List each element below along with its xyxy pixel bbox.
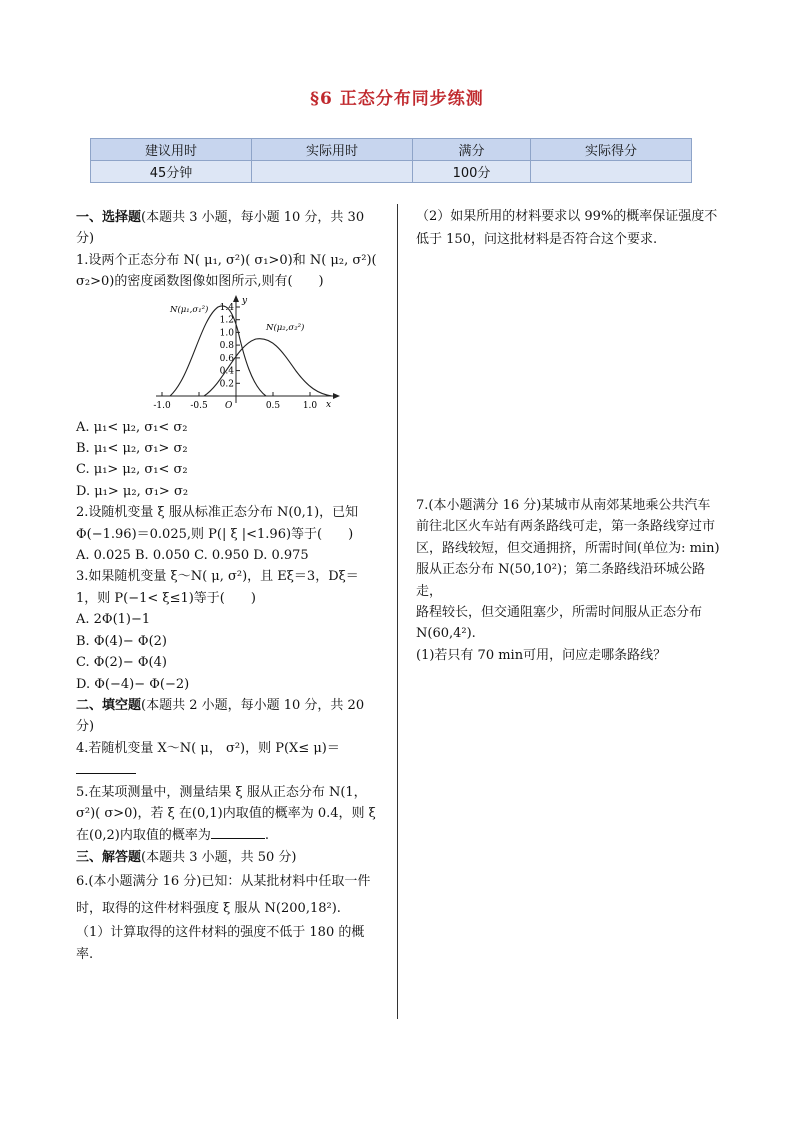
density-graph bbox=[153, 295, 416, 413]
question-7-line-3: 区，路线较短，但交通拥挤，所需时间(单位为: min)服从正态分布 N(50,10²)；第二条路线沿环城公路走， bbox=[416, 540, 720, 599]
q3-option-b: B. Φ(4)− Φ(2) bbox=[76, 633, 167, 649]
value-full-score: 100分 bbox=[413, 161, 531, 183]
question-1: 1.设两个正态分布 N( μ₁, σ²)( σ₁>0)和 N( μ₂, σ²)( σ₂>0)的密度函数图像如图所示,则有( ) bbox=[76, 252, 377, 290]
header-actual-score: 实际得分 bbox=[530, 139, 691, 161]
y-ticks bbox=[236, 307, 240, 383]
q1-option-d: D. μ₁> μ₂, σ₁> σ₂ bbox=[76, 483, 189, 499]
header-full-score: 满分 bbox=[413, 139, 531, 161]
value-suggested-time: 45分钟 bbox=[91, 161, 252, 183]
section-2-heading bbox=[76, 695, 380, 738]
curve-1-label: N(μ₁,σ₁²) bbox=[170, 304, 209, 315]
q2-options: A. 0.025 B. 0.050 C. 0.950 D. 0.975 bbox=[76, 548, 309, 564]
section-3-desc: (本题共 3 小题，共 50 分) bbox=[141, 849, 297, 865]
question-6-part-1: （1）计算取得的这件材料的强度不低于 180 的概率. bbox=[76, 925, 365, 962]
question-4 bbox=[76, 738, 380, 782]
q3-option-a: A. 2Φ(1)−1 bbox=[76, 612, 151, 628]
question-5 bbox=[76, 782, 380, 847]
q1-option-c: C. μ₁> μ₂, σ₁< σ₂ bbox=[76, 462, 188, 478]
y-axis-arrow bbox=[233, 295, 239, 302]
q1-option-a: A. μ₁< μ₂, σ₁< σ₂ bbox=[76, 419, 188, 435]
question-7-line-4: 路程较长，但交通阻塞少，所需时间服从正态分布 N(60,4²). bbox=[416, 605, 703, 642]
curve-2-label: N(μ₂,σ₂²) bbox=[266, 322, 305, 333]
header-suggested-time: 建议用时 bbox=[91, 139, 252, 161]
right-column-top bbox=[416, 205, 722, 251]
q5-answer-blank[interactable] bbox=[211, 824, 265, 839]
question-6-part-2: （2）如果所用的材料要求以 99%的概率保证强度不低于 150，问这批材料是否符合这个要求. bbox=[416, 209, 718, 247]
question-7-line-1: 7.(本小题满分 16 分)某城市从南郊某地乘公共汽车 bbox=[416, 498, 711, 513]
section-1-desc: (本题共 3 小题，每小题 10 分，共 30 分) bbox=[76, 210, 365, 247]
y-tick-1-2: 1.2 bbox=[219, 315, 234, 326]
section-1-heading bbox=[76, 207, 380, 250]
left-column bbox=[76, 207, 380, 965]
question-2-given: Φ(−1.96)＝0.025,则 P(| ξ |<1.96)等于( ) bbox=[76, 526, 354, 542]
question-2: 2.设随机变量 ξ 服从标准正态分布 N(0,1)，已知 bbox=[76, 505, 359, 521]
question-4-text: 4.若随机变量 X～N( μ， σ²)，则 P(X≤ μ)＝ bbox=[76, 740, 340, 756]
origin-label: O bbox=[225, 400, 233, 411]
x-tick-labels bbox=[153, 401, 317, 411]
question-5-text: 5.在某项测量中，测量结果 ξ 服从正态分布 N(1， σ²)( σ>0)，若 ξ 在(0,1)内取值的概率为 0.4，则 ξ 在(0,2)内取值的概率为 bbox=[76, 784, 376, 844]
y-tick-0-8: 0.8 bbox=[219, 340, 234, 351]
right-column-q7 bbox=[416, 495, 722, 666]
q1-option-b: B. μ₁< μ₂, σ₁> σ₂ bbox=[76, 441, 188, 457]
section-2-title: 二、填空题 bbox=[76, 697, 142, 713]
x-tick-0-5: 0.5 bbox=[265, 400, 281, 411]
y-tick-0-4: 0.4 bbox=[219, 366, 234, 377]
y-tick-0-2: 0.2 bbox=[219, 378, 234, 389]
question-7-line-2: 前往北区火车站有两条路线可走，第一条路线穿过市 bbox=[416, 519, 716, 535]
section-1-title: 一、选择题 bbox=[76, 210, 142, 225]
value-actual-score[interactable] bbox=[530, 161, 691, 183]
page-title: §6 正态分布同步练测 bbox=[310, 89, 484, 109]
x-tick-1-0: 1.0 bbox=[302, 400, 318, 411]
x-axis-arrow bbox=[333, 393, 340, 399]
q3-option-d: D. Φ(−4)− Φ(−2) bbox=[76, 676, 190, 692]
y-axis-label: y bbox=[242, 295, 248, 306]
value-actual-time[interactable] bbox=[252, 161, 413, 183]
section-3-title: 三、解答题 bbox=[76, 849, 142, 865]
x-tick-neg-1-0: -1.0 bbox=[153, 400, 171, 411]
q3-option-c: C. Φ(2)− Φ(4) bbox=[76, 655, 167, 671]
y-tick-1-4: 1.4 bbox=[219, 302, 234, 313]
y-tick-0-6: 0.6 bbox=[219, 353, 234, 364]
x-axis-label: x bbox=[326, 399, 332, 410]
section-3-heading bbox=[76, 847, 380, 868]
question-7-part-1: (1)若只有 70 min可用，问应走哪条路线？ bbox=[416, 647, 667, 663]
section-2-desc: (本题共 2 小题，每小题 10 分，共 20 分) bbox=[76, 697, 365, 735]
header-actual-time: 实际用时 bbox=[252, 139, 413, 161]
q4-answer-blank[interactable] bbox=[76, 759, 136, 774]
question-5-end: . bbox=[264, 828, 269, 844]
score-table bbox=[90, 138, 692, 183]
question-3: 3.如果随机变量 ξ～N( μ, σ²)，且 Eξ＝3，Dξ＝1，则 P(−1< ξ≤1)等于( ) bbox=[76, 569, 359, 606]
question-6: 6.(本小题满分 16 分)已知：从某批材料中任取一件时，取得的这件材料强度 ξ 服从 N(200,18²). bbox=[76, 874, 371, 917]
y-tick-1-0: 1.0 bbox=[219, 328, 234, 339]
x-tick-neg-0-5: -0.5 bbox=[190, 400, 208, 411]
